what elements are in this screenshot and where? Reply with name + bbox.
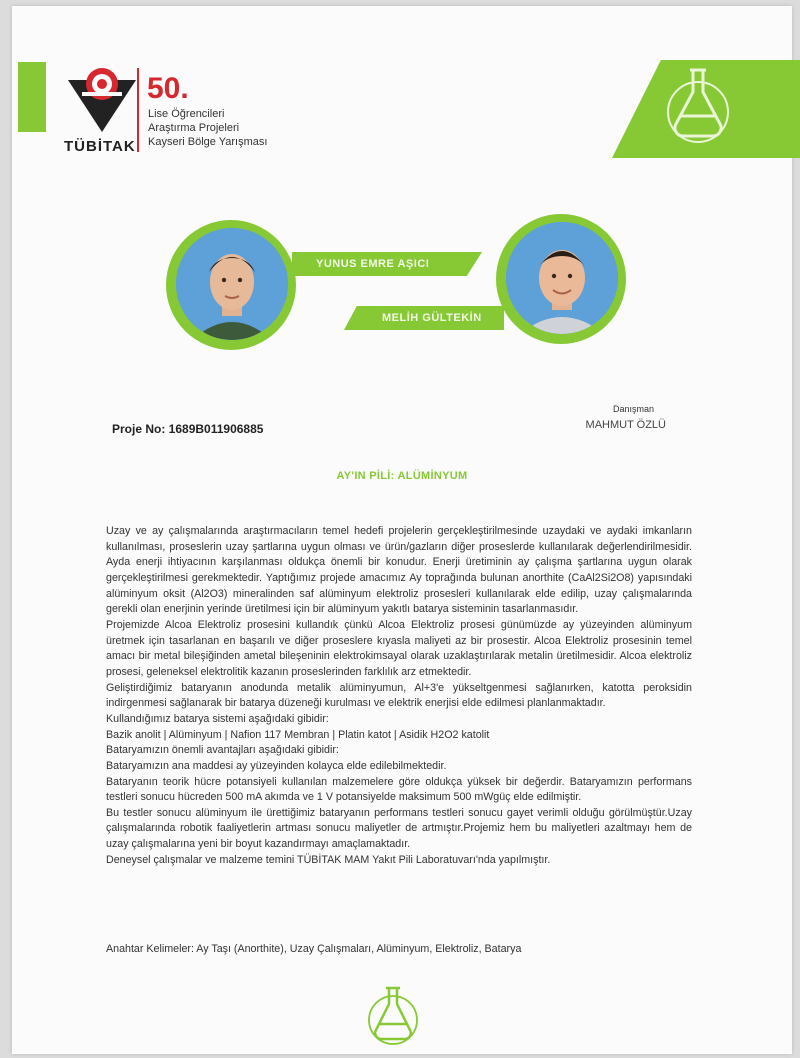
abstract-paragraph: Bataryanın teorik hücre potansiyeli kullanılan malzemelere göre oldukça yüksek bir değerdir. Bataryamızın performans testleri sonucu hücreden 500 mA akımda ve 1 V potansiyelde maksimum 500 mWgüç elde edilmiştir. (106, 775, 692, 804)
chemistry-flask-icon (662, 64, 734, 152)
abstract-paragraph: Bazik anolit | Alüminyum | Nafion 117 Membran | Platin katot | Asidik H2O2 katolit (106, 728, 490, 741)
left-green-accent-bar (18, 62, 46, 132)
advisor-name: MAHMUT ÖZLÜ (585, 419, 666, 431)
abstract-paragraph: Geliştirdiğimiz bataryanın anodunda metalik alüminyumun, Al+3'e yükseltgenmesi sağlanırken, katotta peroksidin indirgenmesi sağlanarak bir batarya düzeneği kurulması ve elektrik enerjisi elde edilmesi planlanmaktadır. (106, 681, 692, 710)
logo-wordmark: TÜBİTAK (64, 138, 136, 155)
chemistry-flask-footer-icon (366, 984, 420, 1052)
student-2-portrait-icon (506, 222, 618, 334)
advisor-label: Danışman (612, 404, 654, 414)
project-number: Proje No: 1689B011906885 (112, 422, 264, 436)
abstract-paragraph: Bataryamızın önemli avantajları aşağıdaki gibidir: (106, 744, 339, 757)
student-2-name: MELİH GÜLTEKİN (382, 312, 482, 324)
competition-line-1: Lise Öğrencileri (148, 108, 225, 120)
poster-page (12, 6, 792, 1054)
student-2-photo (506, 222, 618, 334)
abstract-paragraph: Projemizde Alcoa Elektroliz prosesini kullandık çünkü Alcoa Elektroliz prosesi günümüzde ay yüzeyinden alüminyum üretmek için tasarlanan en başarılı ve diğer proseslere kıyasla maliyeti az bir prosestir. Alcoa Elektroliz prosesinin temel amacı bir metal bileşiğinden ametal bileşeninin elektrokimsayal olarak uzaklaştırılarak metalin üretilmesidir. Alcoa elektroliz prosesi, geleneksel elektrolitik kazanın proseslerinden farklılık arz etmektedir. (106, 618, 692, 678)
competition-number: 50. (147, 72, 189, 105)
abstract-paragraph: Uzay ve ay çalışmalarında araştırmacıların temel hedefi projelerin gerçekleştirilmesinde uzaydaki ve aydaki imkanların kullanılması, proseslerin uzay şartlarına uygun olması ve ürün/gazların diğer proseslerde kullanılarak değerlendirilmesidir. Ayda enerji ihtiyacının karşılanması oldukça önemli bir konudur. Enerji üretiminin ay çalışma şartlarına uygun olarak gerçekleştirilmesi gerekmektedir. Yaptığımız projede amacımız Ay toprağında bulunan anorthite (CaAl2Si2O8) yapısındaki alüminyum oksit (Al2O3) mineralinden saf alüminyum elektroliz prosesleri kullanılarak elde edilip, uzay çalışmalarında gerekli olan enerjinin yerinde üretilmesi için bir alüminyum yakıtlı batarya sisteminin tasarlanmasıdır. (106, 525, 692, 616)
competition-line-3: Kayseri Bölge Yarışması (148, 136, 268, 148)
header-divider (137, 68, 139, 152)
abstract-body (106, 524, 692, 868)
tubitak-logo (62, 62, 142, 162)
student-1-portrait-icon (176, 228, 288, 340)
student-1-name: YUNUS EMRE AŞICI (316, 258, 430, 270)
abstract-paragraph: Deneysel çalışmalar ve malzeme temini TÜBİTAK MAM Yakıt Pili Laboratuvarı'nda yapılmıştır. (106, 853, 551, 866)
competition-line-2: Araştırma Projeleri (148, 122, 240, 134)
student-1-photo (176, 228, 288, 340)
abstract-paragraph: Bu testler sonucu alüminyum ile ürettiğimiz bataryanın performans testleri sonucu gayet verimli olduğu görülmüştür.Uzay çalışmalarında robotik faaliyetlerin artması sonucu maliyetler de artmıştır.Projemiz hem bu maliyetleri azaltmayı hem de uzay çalışmalarına yeni bir boyut kazandırmayı amaçlamaktadır. (106, 806, 692, 851)
tubitak-emblem-icon (62, 62, 142, 140)
abstract-paragraph: Bataryamızın ana maddesi ay yüzeyinden kolayca elde edilebilmektedir. (106, 759, 447, 772)
keywords: Anahtar Kelimeler: Ay Taşı (Anorthite), Uzay Çalışmaları, Alüminyum, Elektroliz, Batarya (106, 943, 522, 955)
project-title: AY'IN PİLİ: ALÜMİNYUM (336, 470, 468, 482)
abstract-paragraph: Kullandığımız batarya sistemi aşağıdaki gibidir: (106, 712, 329, 725)
